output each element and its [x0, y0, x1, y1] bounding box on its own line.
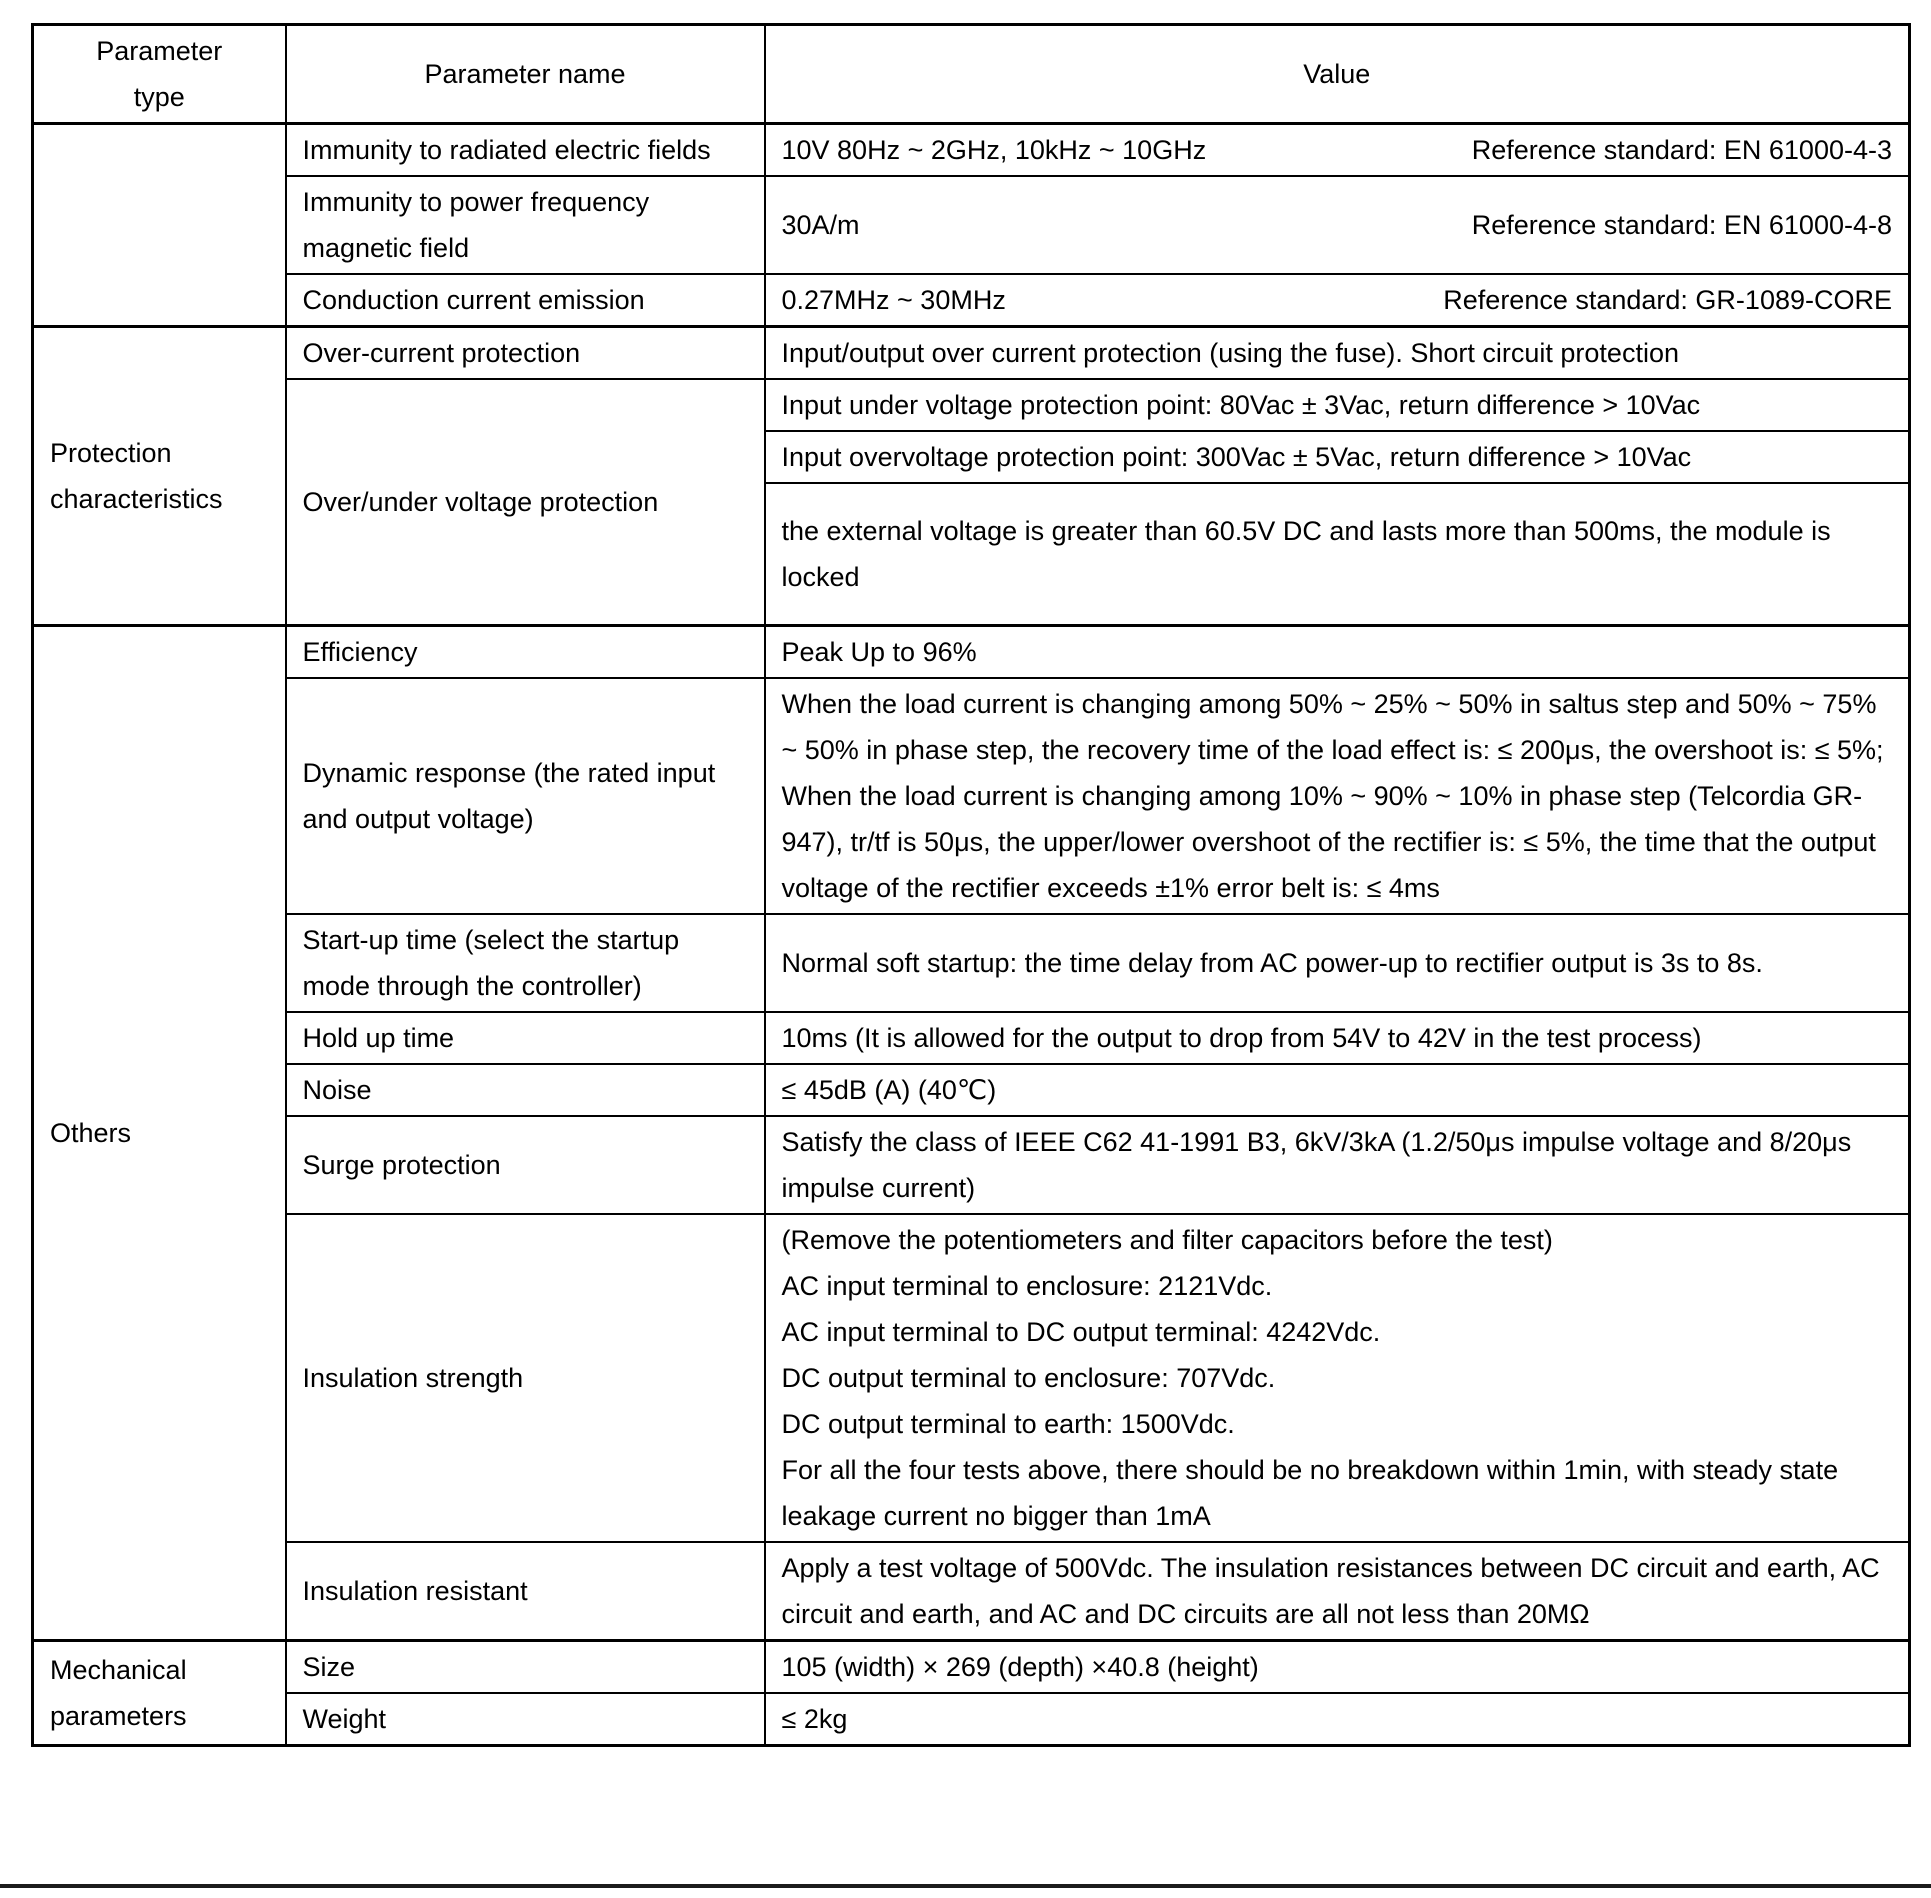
table-row — [33, 379, 1910, 431]
param-value: 30A/m — [781, 210, 860, 240]
table-row — [33, 1214, 1910, 1542]
param-value: 105 (width) × 269 (depth) ×40.8 (height) — [765, 1641, 1910, 1694]
table-row — [33, 1542, 1910, 1641]
table-row — [33, 1693, 1910, 1746]
table-row — [33, 1641, 1910, 1694]
param-name: Over-current protection — [286, 327, 765, 380]
table-row — [33, 124, 1910, 177]
param-value-cell — [765, 1214, 1910, 1542]
param-value: 10V 80Hz ~ 2GHz, 10kHz ~ 10GHz — [781, 135, 1207, 165]
param-value: Peak Up to 96% — [765, 626, 1910, 679]
param-value-line: (Remove the potentiometers and filter capacitors before the test) — [781, 1225, 1553, 1255]
page-bottom-rule — [0, 1884, 1931, 1888]
group-label-protection: Protection characteristics — [33, 327, 286, 626]
header-parameter-type — [33, 25, 286, 124]
param-name: Size — [286, 1641, 765, 1694]
param-value: Apply a test voltage of 500Vdc. The insulation resistances between DC circuit and earth, AC circuit and earth, and AC and DC circuits are all not less than 20MΩ — [765, 1542, 1910, 1641]
reference-standard: Reference standard: GR-1089-CORE — [1443, 285, 1892, 315]
table-row — [33, 274, 1910, 327]
table-row — [33, 678, 1910, 914]
param-name: Hold up time — [286, 1012, 765, 1064]
param-value: ≤ 2kg — [765, 1693, 1910, 1746]
param-value-line: DC output terminal to earth: 1500Vdc. — [781, 1409, 1235, 1439]
param-name: Insulation strength — [286, 1214, 765, 1542]
reference-standard: Reference standard: EN 61000-4-3 — [1471, 135, 1892, 165]
param-value-cell — [765, 176, 1910, 274]
param-value-line: For all the four tests above, there should be no breakdown within 1min, with steady state leakage current no bigger than 1mA — [781, 1455, 1839, 1531]
param-value-line: AC input terminal to enclosure: 2121Vdc. — [781, 1271, 1273, 1301]
param-value-line: DC output terminal to enclosure: 707Vdc. — [781, 1363, 1276, 1393]
param-value-cell — [765, 274, 1910, 327]
param-name: Immunity to radiated electric fields — [286, 124, 765, 177]
param-value: Normal soft startup: the time delay from AC power-up to rectifier output is 3s to 8s. — [765, 914, 1910, 1012]
param-name: Conduction current emission — [286, 274, 765, 327]
table-row — [33, 1064, 1910, 1116]
param-name: Noise — [286, 1064, 765, 1116]
param-value: Input/output over current protection (using the fuse). Short circuit protection — [765, 327, 1910, 380]
table-row — [33, 327, 1910, 380]
header-parameter-type-label: Parameter type — [96, 36, 223, 112]
param-name: Over/under voltage protection — [286, 379, 765, 626]
param-value: 10ms (It is allowed for the output to drop from 54V to 42V in the test process) — [765, 1012, 1910, 1064]
param-value-line: AC input terminal to DC output terminal: 4242Vdc. — [781, 1317, 1381, 1347]
param-name: Immunity to power frequency magnetic field — [286, 176, 765, 274]
group-label-mechanical: Mechanical parameters — [33, 1641, 286, 1746]
param-name: Dynamic response (the rated input and output voltage) — [286, 678, 765, 914]
param-value: Input overvoltage protection point: 300Vac ± 5Vac, return difference > 10Vac — [765, 431, 1910, 483]
table-row — [33, 1012, 1910, 1064]
param-name: Insulation resistant — [286, 1542, 765, 1641]
spec-table — [31, 23, 1911, 1747]
param-value: 0.27MHz ~ 30MHz — [781, 285, 1006, 315]
param-value: Input under voltage protection point: 80Vac ± 3Vac, return difference > 10Vac — [765, 379, 1910, 431]
table-row — [33, 626, 1910, 679]
param-value: When the load current is changing among 50% ~ 25% ~ 50% in saltus step and 50% ~ 75% ~ 50% in phase step, the recovery time of the load effect is: ≤ 200μs, the overshoot is: ≤ 5%; When the load current is changing among 10% ~ 90% ~ 10% in phase step (Telcordia GR-947), tr/tf is 50μs, the upper/lower overshoot of the rectifier is: ≤ 5%, the time that the output voltage of the rectifier exceeds ±1% error belt is: ≤ 4ms — [765, 678, 1910, 914]
param-name: Efficiency — [286, 626, 765, 679]
table-row — [33, 1116, 1910, 1214]
header-row — [33, 25, 1910, 124]
header-parameter-name: Parameter name — [286, 25, 765, 124]
param-name: Surge protection — [286, 1116, 765, 1214]
table-row — [33, 914, 1910, 1012]
table-row — [33, 176, 1910, 274]
header-value: Value — [765, 25, 1910, 124]
param-name: Start-up time (select the startup mode through the controller) — [286, 914, 765, 1012]
param-value: ≤ 45dB (A) (40℃) — [765, 1064, 1910, 1116]
param-value: the external voltage is greater than 60.5V DC and lasts more than 500ms, the module is locked — [765, 483, 1910, 626]
param-value: Satisfy the class of IEEE C62 41-1991 B3, 6kV/3kA (1.2/50μs impulse voltage and 8/20μs impulse current) — [765, 1116, 1910, 1214]
param-value-cell — [765, 124, 1910, 177]
param-name: Weight — [286, 1693, 765, 1746]
reference-standard: Reference standard: EN 61000-4-8 — [1471, 210, 1892, 240]
group-label-others: Others — [33, 626, 286, 1641]
group-label-emc — [33, 124, 286, 327]
